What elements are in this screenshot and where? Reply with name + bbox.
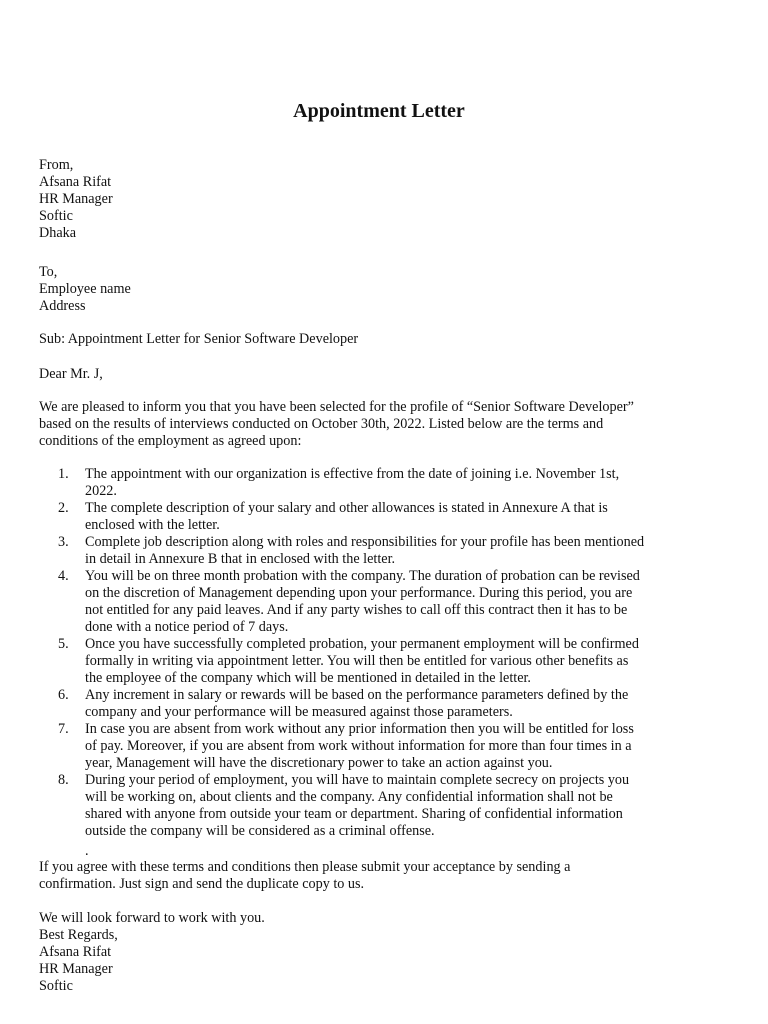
term-item (39, 568, 701, 636)
term-line: not entitled for any paid leaves. And if any party wishes to call off this contract then it has to be (85, 602, 628, 618)
term-number: 2. (58, 500, 69, 516)
term-line: will be working on, about clients and the company. Any confidential information shall not be (85, 789, 613, 805)
intro-line: conditions of the employment as agreed upon: (39, 433, 302, 449)
term-number: 4. (58, 568, 69, 584)
term-number: 1. (58, 466, 69, 482)
term-line: on the discretion of Management depending upon your performance. During this period, you are (85, 585, 633, 601)
signatory-company: Softic (39, 978, 73, 994)
acceptance-paragraph (39, 859, 709, 893)
term-item (39, 687, 701, 721)
from-heading: From, (39, 157, 74, 173)
sender-company: Softic (39, 208, 73, 224)
term-item (39, 466, 701, 500)
acceptance-line: confirmation. Just sign and send the duplicate copy to us. (39, 876, 365, 892)
term-line: of pay. Moreover, if you are absent from work without information for more than four times in a (85, 738, 632, 754)
terms-list (39, 466, 701, 840)
term-number: 7. (58, 721, 69, 737)
recipient-name: Employee name (39, 281, 131, 297)
term-line: The complete description of your salary and other allowances is stated in Annexure A that is (85, 500, 608, 516)
sender-block (39, 157, 719, 242)
term-line: You will be on three month probation with the company. The duration of probation can be revised (85, 568, 640, 584)
term-number: 8. (58, 772, 69, 788)
subject-text: Sub: Appointment Letter for Senior Software Developer (39, 331, 359, 347)
term-line: year, Management will have the discretionary power to take an action against you. (85, 755, 553, 771)
term-line: Once you have successfully completed probation, your permanent employment will be confirmed (85, 636, 639, 652)
intro-line: We are pleased to inform you that you have been selected for the profile of “Senior Software Developer” (39, 399, 634, 415)
acceptance-line: If you agree with these terms and conditions then please submit your acceptance by sending a (39, 859, 571, 875)
recipient-address: Address (39, 298, 86, 314)
term-line: During your period of employment, you will have to maintain complete secrecy on projects you (85, 772, 630, 788)
intro-paragraph (39, 399, 709, 450)
salutation (39, 366, 719, 383)
intro-line: based on the results of interviews conducted on October 30th, 2022. Listed below are the terms and (39, 416, 604, 432)
term-item (39, 721, 701, 772)
term-line: the employee of the company which will be mentioned in detailed in the letter. (85, 670, 531, 686)
term-item (39, 500, 701, 534)
sender-designation: HR Manager (39, 191, 113, 207)
term-number: 5. (58, 636, 69, 652)
term-line: company and your performance will be measured against those parameters. (85, 704, 513, 720)
recipient-block (39, 264, 719, 315)
term-line: The appointment with our organization is effective from the date of joining i.e. November 1st, (85, 466, 620, 482)
to-heading: To, (39, 264, 58, 280)
term-line: outside the company will be considered as a criminal offense. (85, 823, 435, 839)
term-line: done with a notice period of 7 days. (85, 619, 289, 635)
term-line: in detail in Annexure B that in enclosed with the letter. (85, 551, 396, 567)
term-line: In case you are absent from work without any prior information then you will be entitled for loss (85, 721, 634, 737)
subject-line (39, 331, 719, 348)
term-line: Complete job description along with roles and responsibilities for your profile has been mentioned (85, 534, 645, 550)
term-item (39, 534, 701, 568)
stray-dot: . (85, 843, 89, 859)
term-number: 6. (58, 687, 69, 703)
sender-name: Afsana Rifat (39, 174, 112, 190)
term-number: 3. (58, 534, 69, 550)
term-line: shared with anyone from outside your team or department. Sharing of confidential information (85, 806, 623, 822)
closing-regards: Best Regards, (39, 927, 118, 943)
term-item (39, 636, 701, 687)
term-line: enclosed with the letter. (85, 517, 220, 533)
signatory-name: Afsana Rifat (39, 944, 112, 960)
signatory-designation: HR Manager (39, 961, 113, 977)
term-line: 2022. (85, 483, 117, 499)
salutation-text: Dear Mr. J, (39, 366, 103, 382)
term-item (39, 772, 701, 840)
term-line: formally in writing via appointment letter. You will then be entitled for various other benefits as (85, 653, 629, 669)
term-line: Any increment in salary or rewards will be based on the performance parameters defined by the (85, 687, 629, 703)
sender-city: Dhaka (39, 225, 77, 241)
closing-block (39, 910, 719, 995)
document-title: Appointment Letter (293, 100, 465, 122)
closing-line: We will look forward to work with you. (39, 910, 265, 926)
